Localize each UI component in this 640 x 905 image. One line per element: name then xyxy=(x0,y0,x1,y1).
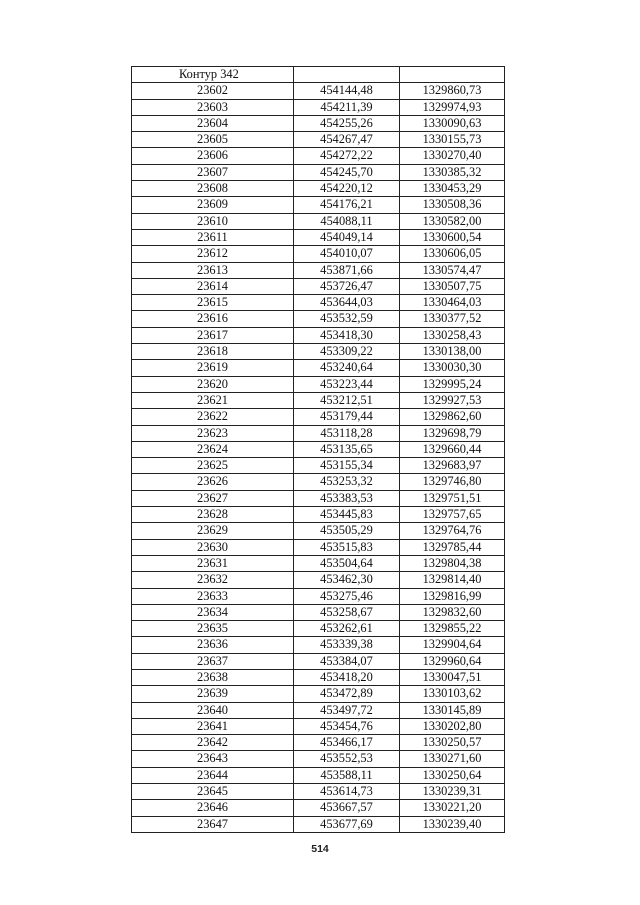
x-coordinate-cell: 453462,30 xyxy=(294,572,400,588)
table-row xyxy=(132,669,505,685)
x-coordinate-cell: 453179,44 xyxy=(294,409,400,425)
y-coordinate-cell: 1329860,73 xyxy=(400,83,505,99)
y-coordinate-cell: 1330600,54 xyxy=(400,229,505,245)
x-coordinate-cell: 453504,64 xyxy=(294,555,400,571)
point-number-cell: 23613 xyxy=(132,262,294,278)
x-coordinate-cell: 453677,69 xyxy=(294,816,400,832)
table-row xyxy=(132,327,505,343)
point-number-cell: 23618 xyxy=(132,344,294,360)
table-row xyxy=(132,148,505,164)
table-row xyxy=(132,213,505,229)
x-coordinate-cell: 454267,47 xyxy=(294,132,400,148)
table-row xyxy=(132,751,505,767)
y-coordinate-cell: 1329757,65 xyxy=(400,507,505,523)
x-coordinate-cell: 453135,65 xyxy=(294,441,400,457)
table-row xyxy=(132,686,505,702)
table-row xyxy=(132,229,505,245)
table-row xyxy=(132,360,505,376)
x-coordinate-cell: 453262,61 xyxy=(294,621,400,637)
table-row xyxy=(132,425,505,441)
table-row xyxy=(132,816,505,832)
point-number-cell: 23639 xyxy=(132,686,294,702)
x-coordinate-cell: 453466,17 xyxy=(294,735,400,751)
y-coordinate-cell: 1329974,93 xyxy=(400,99,505,115)
y-coordinate-cell: 1330271,60 xyxy=(400,751,505,767)
point-number-cell: 23605 xyxy=(132,132,294,148)
x-coordinate-cell: 453418,30 xyxy=(294,327,400,343)
table-row xyxy=(132,507,505,523)
point-number-cell: 23606 xyxy=(132,148,294,164)
x-coordinate-cell: 453532,59 xyxy=(294,311,400,327)
coordinates-table-body xyxy=(132,67,505,833)
x-coordinate-cell: 454088,11 xyxy=(294,213,400,229)
y-coordinate-cell: 1329683,97 xyxy=(400,458,505,474)
x-coordinate-cell: 454245,70 xyxy=(294,164,400,180)
table-row xyxy=(132,572,505,588)
y-coordinate-cell: 1329785,44 xyxy=(400,539,505,555)
y-coordinate-cell: 1329814,40 xyxy=(400,572,505,588)
x-coordinate-cell: 454049,14 xyxy=(294,229,400,245)
table-row xyxy=(132,278,505,294)
y-coordinate-cell: 1330582,00 xyxy=(400,213,505,229)
table-row xyxy=(132,702,505,718)
x-coordinate-cell: 453472,89 xyxy=(294,686,400,702)
point-number-cell: 23634 xyxy=(132,604,294,620)
y-coordinate-cell: 1329746,80 xyxy=(400,474,505,490)
x-coordinate-cell: 453871,66 xyxy=(294,262,400,278)
table-row xyxy=(132,604,505,620)
point-number-cell: 23644 xyxy=(132,767,294,783)
table-row xyxy=(132,295,505,311)
point-number-cell: 23622 xyxy=(132,409,294,425)
y-coordinate-cell: 1330507,75 xyxy=(400,278,505,294)
x-coordinate-cell: 453384,07 xyxy=(294,653,400,669)
y-coordinate-cell: 1329660,44 xyxy=(400,441,505,457)
table-row xyxy=(132,523,505,539)
point-number-cell: 23635 xyxy=(132,621,294,637)
x-coordinate-cell: 453445,83 xyxy=(294,507,400,523)
point-number-cell: 23624 xyxy=(132,441,294,457)
x-coordinate-cell: 453644,03 xyxy=(294,295,400,311)
x-coordinate-cell: 453515,83 xyxy=(294,539,400,555)
point-number-cell: 23641 xyxy=(132,718,294,734)
y-coordinate-cell: 1330103,62 xyxy=(400,686,505,702)
point-number-cell: 23604 xyxy=(132,115,294,131)
table-row xyxy=(132,539,505,555)
y-coordinate-cell: 1330030,30 xyxy=(400,360,505,376)
table-row xyxy=(132,767,505,783)
x-coordinate-cell: 454220,12 xyxy=(294,181,400,197)
x-coordinate-cell: 454272,22 xyxy=(294,148,400,164)
point-number-cell: 23637 xyxy=(132,653,294,669)
x-coordinate-cell: 453155,34 xyxy=(294,458,400,474)
point-number-cell: 23625 xyxy=(132,458,294,474)
table-row xyxy=(132,621,505,637)
point-number-cell: 23609 xyxy=(132,197,294,213)
point-number-cell: 23630 xyxy=(132,539,294,555)
point-number-cell: 23636 xyxy=(132,637,294,653)
page-number: 514 xyxy=(311,843,329,855)
y-coordinate-cell: 1329927,53 xyxy=(400,392,505,408)
point-number-cell: 23640 xyxy=(132,702,294,718)
x-coordinate-cell: 453418,20 xyxy=(294,669,400,685)
y-coordinate-cell: 1329804,38 xyxy=(400,555,505,571)
y-coordinate-cell: 1330047,51 xyxy=(400,669,505,685)
x-coordinate-cell: 454211,39 xyxy=(294,99,400,115)
y-coordinate-cell: 1329764,76 xyxy=(400,523,505,539)
point-number-cell: 23610 xyxy=(132,213,294,229)
x-coordinate-cell: 453552,53 xyxy=(294,751,400,767)
point-number-cell: 23627 xyxy=(132,490,294,506)
point-number-cell: 23607 xyxy=(132,164,294,180)
y-coordinate-cell: 1330239,40 xyxy=(400,816,505,832)
x-coordinate-cell: 453240,64 xyxy=(294,360,400,376)
table-row xyxy=(132,311,505,327)
point-number-cell: 23621 xyxy=(132,392,294,408)
point-number-cell: 23602 xyxy=(132,83,294,99)
y-coordinate-cell: 1329862,60 xyxy=(400,409,505,425)
table-row xyxy=(132,132,505,148)
y-coordinate-cell: 1330145,89 xyxy=(400,702,505,718)
x-coordinate-cell: 453726,47 xyxy=(294,278,400,294)
y-coordinate-cell: 1329904,64 xyxy=(400,637,505,653)
point-number-cell: 23626 xyxy=(132,474,294,490)
y-coordinate-cell: 1329832,60 xyxy=(400,604,505,620)
table-row xyxy=(132,392,505,408)
y-coordinate-cell: 1330606,05 xyxy=(400,246,505,262)
table-row xyxy=(132,718,505,734)
table-row xyxy=(132,197,505,213)
y-coordinate-cell: 1330508,36 xyxy=(400,197,505,213)
table-row xyxy=(132,246,505,262)
point-number-cell: 23615 xyxy=(132,295,294,311)
point-number-cell: 23603 xyxy=(132,99,294,115)
x-coordinate-cell: 454255,26 xyxy=(294,115,400,131)
y-coordinate-cell: 1330574,47 xyxy=(400,262,505,278)
x-coordinate-cell: 453223,44 xyxy=(294,376,400,392)
contour-header-row xyxy=(132,67,505,83)
x-coordinate-cell: 453309,22 xyxy=(294,344,400,360)
y-coordinate-cell: 1330250,57 xyxy=(400,735,505,751)
table-row xyxy=(132,784,505,800)
y-coordinate-cell: 1329855,22 xyxy=(400,621,505,637)
x-coordinate-cell: 453454,76 xyxy=(294,718,400,734)
x-coordinate-cell: 453339,38 xyxy=(294,637,400,653)
x-coordinate-cell: 453505,29 xyxy=(294,523,400,539)
x-coordinate-cell: 453258,67 xyxy=(294,604,400,620)
table-row xyxy=(132,800,505,816)
x-coordinate-cell: 453275,46 xyxy=(294,588,400,604)
y-coordinate-cell: 1329816,99 xyxy=(400,588,505,604)
point-number-cell: 23608 xyxy=(132,181,294,197)
coordinates-table xyxy=(131,66,505,833)
table-row xyxy=(132,637,505,653)
y-coordinate-cell: 1330090,63 xyxy=(400,115,505,131)
point-number-cell: 23611 xyxy=(132,229,294,245)
y-coordinate-cell: 1330250,64 xyxy=(400,767,505,783)
point-number-cell: 23646 xyxy=(132,800,294,816)
y-coordinate-cell: 1330221,20 xyxy=(400,800,505,816)
table-row xyxy=(132,83,505,99)
x-coordinate-cell: 453253,32 xyxy=(294,474,400,490)
table-row xyxy=(132,555,505,571)
point-number-cell: 23633 xyxy=(132,588,294,604)
x-coordinate-cell: 453667,57 xyxy=(294,800,400,816)
point-number-cell: 23614 xyxy=(132,278,294,294)
table-row xyxy=(132,181,505,197)
point-number-cell: 23631 xyxy=(132,555,294,571)
contour-title: Контур 342 xyxy=(132,67,294,83)
x-coordinate-cell: 453212,51 xyxy=(294,392,400,408)
y-coordinate-cell: 1330138,00 xyxy=(400,344,505,360)
point-number-cell: 23620 xyxy=(132,376,294,392)
y-coordinate-cell: 1329995,24 xyxy=(400,376,505,392)
table-row xyxy=(132,588,505,604)
table-row xyxy=(132,458,505,474)
point-number-cell: 23638 xyxy=(132,669,294,685)
table-row xyxy=(132,474,505,490)
y-coordinate-cell: 1330270,40 xyxy=(400,148,505,164)
y-coordinate-cell: 1330385,32 xyxy=(400,164,505,180)
x-coordinate-cell: 454144,48 xyxy=(294,83,400,99)
table-row xyxy=(132,115,505,131)
point-number-cell: 23617 xyxy=(132,327,294,343)
table-row xyxy=(132,262,505,278)
point-number-cell: 23632 xyxy=(132,572,294,588)
y-coordinate-cell: 1330258,43 xyxy=(400,327,505,343)
y-coordinate-cell: 1329960,64 xyxy=(400,653,505,669)
y-coordinate-cell: 1330453,29 xyxy=(400,181,505,197)
y-coordinate-cell: 1330239,31 xyxy=(400,784,505,800)
point-number-cell: 23612 xyxy=(132,246,294,262)
header-cell-col2 xyxy=(294,67,400,83)
table-row xyxy=(132,735,505,751)
x-coordinate-cell: 454176,21 xyxy=(294,197,400,213)
point-number-cell: 23619 xyxy=(132,360,294,376)
point-number-cell: 23645 xyxy=(132,784,294,800)
table-row xyxy=(132,409,505,425)
point-number-cell: 23616 xyxy=(132,311,294,327)
table-row xyxy=(132,490,505,506)
table-row xyxy=(132,99,505,115)
y-coordinate-cell: 1330155,73 xyxy=(400,132,505,148)
x-coordinate-cell: 453614,73 xyxy=(294,784,400,800)
point-number-cell: 23628 xyxy=(132,507,294,523)
table-row xyxy=(132,441,505,457)
x-coordinate-cell: 453118,28 xyxy=(294,425,400,441)
x-coordinate-cell: 453588,11 xyxy=(294,767,400,783)
y-coordinate-cell: 1329698,79 xyxy=(400,425,505,441)
point-number-cell: 23623 xyxy=(132,425,294,441)
table-row xyxy=(132,164,505,180)
y-coordinate-cell: 1330202,80 xyxy=(400,718,505,734)
point-number-cell: 23643 xyxy=(132,751,294,767)
point-number-cell: 23629 xyxy=(132,523,294,539)
x-coordinate-cell: 453497,72 xyxy=(294,702,400,718)
table-row xyxy=(132,653,505,669)
x-coordinate-cell: 453383,53 xyxy=(294,490,400,506)
point-number-cell: 23642 xyxy=(132,735,294,751)
table-row xyxy=(132,376,505,392)
table-row xyxy=(132,344,505,360)
x-coordinate-cell: 454010,07 xyxy=(294,246,400,262)
y-coordinate-cell: 1329751,51 xyxy=(400,490,505,506)
y-coordinate-cell: 1330377,52 xyxy=(400,311,505,327)
y-coordinate-cell: 1330464,03 xyxy=(400,295,505,311)
point-number-cell: 23647 xyxy=(132,816,294,832)
header-cell-col3 xyxy=(400,67,505,83)
